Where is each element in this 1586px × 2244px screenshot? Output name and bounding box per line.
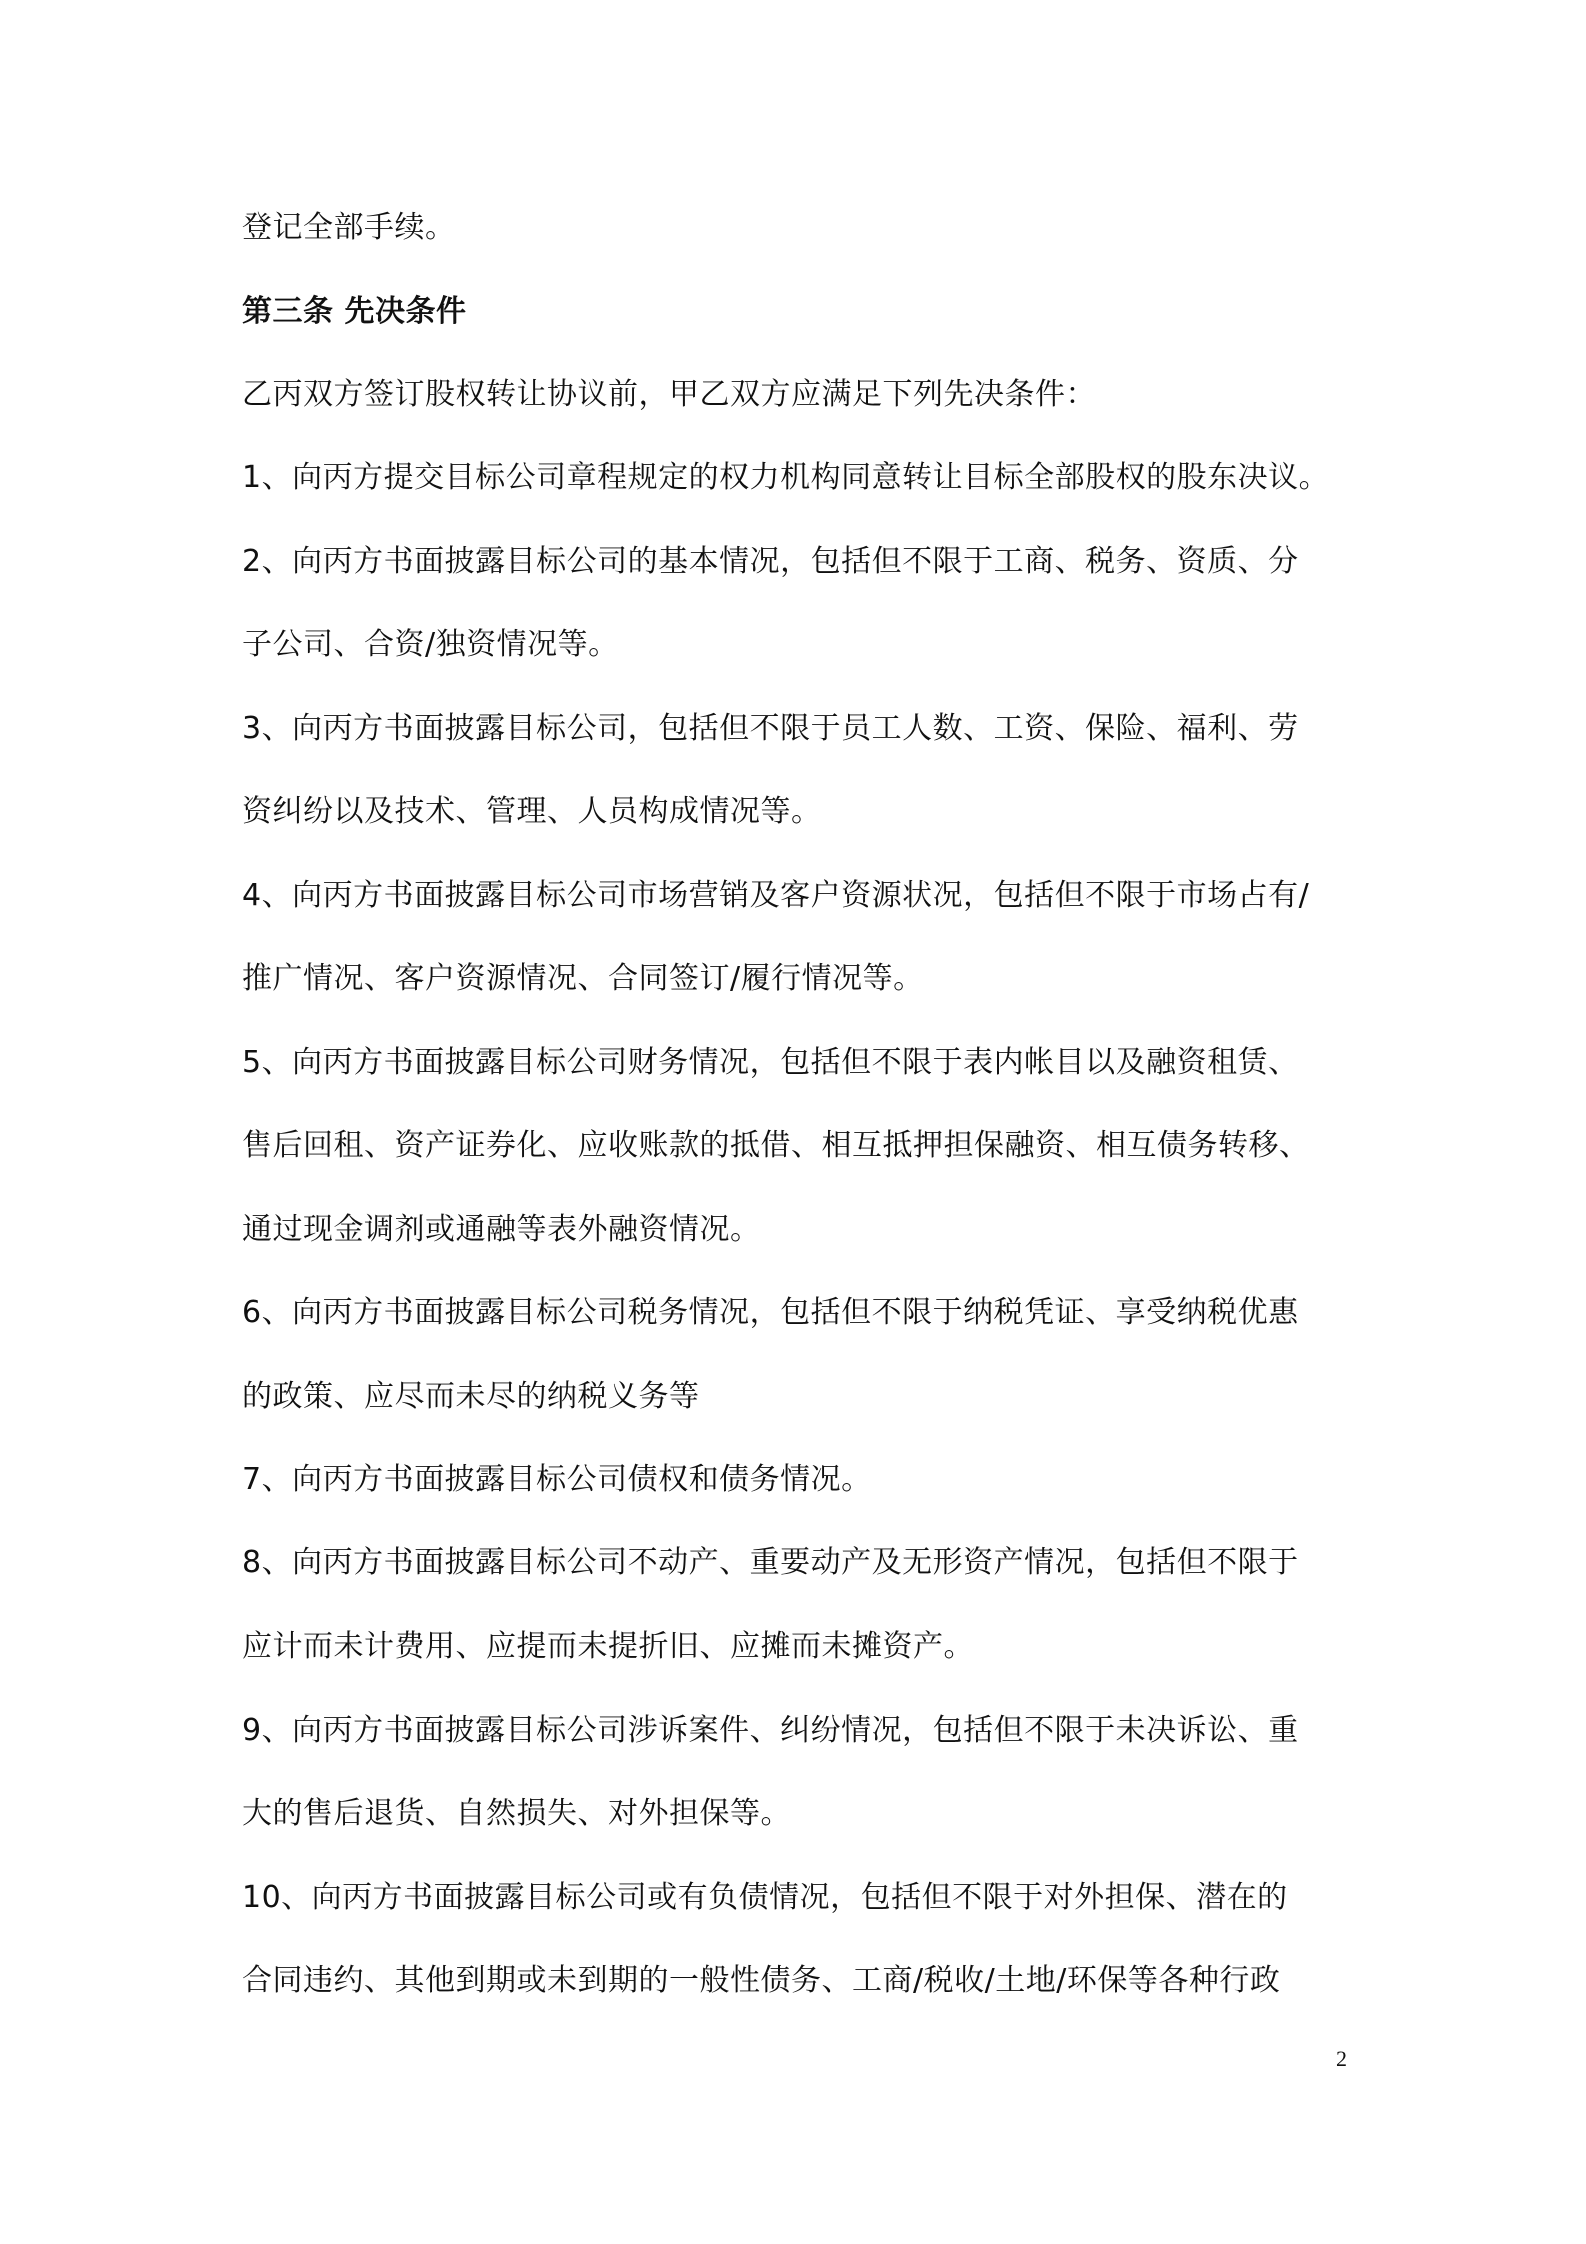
text-line: 合同违约、其他到期或未到期的一般性债务、工商/税收/土地/环保等各种行政: [242, 1963, 1281, 1998]
text-line: 子公司、合资/独资情况等。: [242, 627, 619, 662]
list-item-7: 7、向丙方书面披露目标公司债权和债务情况。: [242, 1462, 872, 1497]
list-item-9: 9、向丙方书面披露目标公司涉诉案件、纠纷情况，包括但不限于未决诉讼、重: [242, 1713, 1299, 1748]
text-line: 通过现金调剂或通融等表外融资情况。: [242, 1212, 761, 1247]
list-item-6: 6、向丙方书面披露目标公司税务情况，包括但不限于纳税凭证、享受纳税优惠: [242, 1295, 1299, 1330]
text-line: 乙丙双方签订股权转让协议前，甲乙双方应满足下列先决条件：: [242, 377, 1096, 412]
section-heading: 第三条 先决条件: [242, 294, 467, 329]
page-number: 2: [1336, 2046, 1347, 2071]
list-item-4: 4、向丙方书面披露目标公司市场营销及客户资源状况，包括但不限于市场占有/: [242, 878, 1310, 913]
list-item-10: 10、向丙方书面披露目标公司或有负债情况，包括但不限于对外担保、潜在的: [242, 1880, 1288, 1915]
list-item-5: 5、向丙方书面披露目标公司财务情况，包括但不限于表内帐目以及融资租赁、: [242, 1045, 1299, 1080]
text-line: 应计而未计费用、应提而未提折旧、应摊而未摊资产。: [242, 1629, 974, 1664]
text-line: 大的售后退货、自然损失、对外担保等。: [242, 1796, 791, 1831]
text-line: 的政策、应尽而未尽的纳税义务等: [242, 1379, 700, 1414]
list-item-1: 1、向丙方提交目标公司章程规定的权力机构同意转让目标全部股权的股东决议。: [242, 460, 1330, 495]
text-line: 售后回租、资产证券化、应收账款的抵借、相互抵押担保融资、相互债务转移、: [242, 1128, 1310, 1163]
list-item-8: 8、向丙方书面披露目标公司不动产、重要动产及无形资产情况，包括但不限于: [242, 1545, 1299, 1580]
text-line: 登记全部手续。: [242, 210, 456, 245]
list-item-3: 3、向丙方书面披露目标公司，包括但不限于员工人数、工资、保险、福利、劳: [242, 711, 1299, 746]
text-line: 推广情况、客户资源情况、合同签订/履行情况等。: [242, 961, 924, 996]
text-line: 资纠纷以及技术、管理、人员构成情况等。: [242, 794, 822, 829]
list-item-2: 2、向丙方书面披露目标公司的基本情况，包括但不限于工商、税务、资质、分: [242, 544, 1299, 579]
